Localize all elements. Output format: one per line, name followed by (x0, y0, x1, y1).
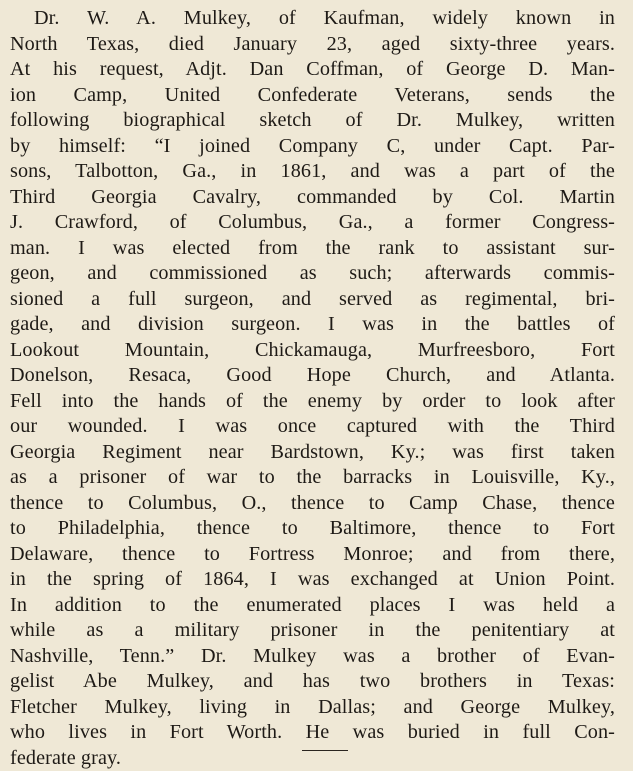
text-line: to Philadelphia, thence to Baltimore, thence to Fort (10, 516, 615, 542)
obituary-paragraph (10, 6, 615, 771)
text-line: as a prisoner of war to the barracks in Louisville, Ky., (10, 465, 615, 491)
text-line: Delaware, thence to Fortress Monroe; and from there, (10, 542, 615, 568)
text-line: Fell into the hands of the enemy by order to look after (10, 389, 615, 415)
text-line: In addition to the enumerated places I was held a (10, 593, 615, 619)
text-line: Georgia Regiment near Bardstown, Ky.; was first taken (10, 440, 615, 466)
text-line: thence to Columbus, O., thence to Camp Chase, thence (10, 491, 615, 517)
text-line: Fletcher Mulkey, living in Dallas; and George Mulkey, (10, 695, 615, 721)
text-line: while as a military prisoner in the penitentiary at (10, 618, 615, 644)
text-line: North Texas, died January 23, aged sixty-three years. (10, 32, 615, 58)
text-line: Dr. W. A. Mulkey, of Kaufman, widely known in (10, 6, 615, 32)
text-line: gelist Abe Mulkey, and has two brothers in Texas: (10, 669, 615, 695)
text-line: J. Crawford, of Columbus, Ga., a former Congress- (10, 210, 615, 236)
text-line: following biographical sketch of Dr. Mulkey, written (10, 108, 615, 134)
text-line: sioned a full surgeon, and served as regimental, bri- (10, 287, 615, 313)
section-divider (302, 750, 348, 751)
text-line: in the spring of 1864, I was exchanged at Union Point. (10, 567, 615, 593)
text-line: ion Camp, United Confederate Veterans, sends the (10, 83, 615, 109)
text-line: our wounded. I was once captured with the Third (10, 414, 615, 440)
text-line: sons, Talbotton, Ga., in 1861, and was a part of the (10, 159, 615, 185)
text-line: who lives in Fort Worth. He was buried in full Con- (10, 720, 615, 746)
text-line: gade, and division surgeon. I was in the battles of (10, 312, 615, 338)
text-line: Lookout Mountain, Chickamauga, Murfreesboro, Fort (10, 338, 615, 364)
text-line: federate gray. (10, 746, 615, 771)
text-line: Donelson, Resaca, Good Hope Church, and Atlanta. (10, 363, 615, 389)
text-line: man. I was elected from the rank to assistant sur- (10, 236, 615, 262)
text-line: Third Georgia Cavalry, commanded by Col. Martin (10, 185, 615, 211)
text-line: Nashville, Tenn.” Dr. Mulkey was a brother of Evan- (10, 644, 615, 670)
text-line: geon, and commissioned as such; afterwards commis- (10, 261, 615, 287)
text-line: At his request, Adjt. Dan Coffman, of George D. Man- (10, 57, 615, 83)
text-line: by himself: “I joined Company C, under Capt. Par- (10, 134, 615, 160)
